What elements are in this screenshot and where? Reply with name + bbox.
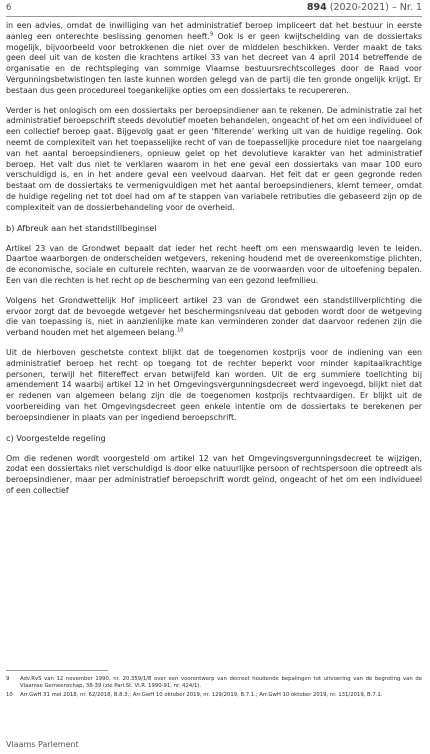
paragraph: Verder is het onlogisch om een dossiertaks per beroepsindiener aan te rekenen. De administratie zal het administratief beroepschrift steeds devolutief moeten behandelen, ongeacht of het om een individueel of een collectief beroep gaat. Bijgevolg gaat er geen ‘filterende’ werking uit van de huidige regeling. Ook neemt de complexiteit van het toepasselijke recht of van de toepasselijke procedure niet toe naargelang van het aantal beroepsindieners, opnieuw gelet op het devolutieve karakter van het administratief beroep. Het valt dus niet te verklaren waarom in het ene geval een dossiertaks van maar 100 euro verschuldigd is, en in het andere geval een veelvoud daarvan. Het feit dat er geen gegronde reden bestaat om de dossiertaks te vermenigvuldigen met het aantal beroepsindieners, klemt temeer, omdat de huidige regeling net tot doel had om af te stappen van variabele retributies die gebaseerd zijn op de complexiteit van de dossierbehandeling voor de overheid. bbox=[6, 105, 422, 212]
footnote bbox=[6, 692, 422, 699]
paragraph bbox=[6, 21, 422, 97]
section-heading: c) Voorgestelde regeling bbox=[6, 432, 106, 443]
paragraph-text: Ook is er geen kwijtschelding van de dossiertaks mogelijk, bijvoorbeeld voor betrokkenen die niet over de middelen beschikken. Verder maakt de taks geen deel uit van de kosten die krachtens artikel 33 van het decreet van 4 april 2014 betreffende de organisatie en de rechtspleging van sommige Vlaamse bestuursrechtscolleges door de Raad voor Vergunningsbetwistingen ten laste kunnen worden gelegd van de partij die ten gronde ongelijk krijgt. Er bestaan dus geen procedureel toegankelijke opties om een dossiertaks te recupereren. bbox=[6, 31, 422, 95]
paragraph-text: in een advies, omdat de inwilliging van het administratief beroep impliceert dat het bestuur in eerste aanleg een onterechte beslissing genomen heeft. bbox=[6, 21, 422, 41]
section-heading: b) Afbreuk aan het standstillbeginsel bbox=[6, 222, 157, 233]
document-session: (2020-2021) bbox=[329, 2, 389, 13]
footnote-number: 10 bbox=[6, 692, 13, 699]
footnote-ref[interactable]: 9 bbox=[209, 31, 214, 38]
paragraph: Artikel 23 van de Grondwet bepaalt dat ieder het recht heeft om een menswaardig leven te leiden. Daartoe waarborgen de onderscheiden wetgevers, rekening houdend met de overeenkomstige plichten, de economische, sociale en culturele rechten, waarvan ze de voorwaarden voor de uitoefening bepalen. Een van die rechten is het recht op de bescherming van een gezond leefmilieu. bbox=[6, 243, 422, 285]
paragraph: Om die redenen wordt voorgesteld om artikel 12 van het Omgevingsvergunningsdecreet te wijzigen, zodat een dossiertaks niet verschuldigd is door elke natuurlijke persoon of rechtspersoon die optreedt als beroepsindiener, maar per administratief beroepschrift wordt geïnd, ongeacht of het om een individueel of een collectief bbox=[6, 453, 422, 495]
paragraph bbox=[6, 296, 422, 339]
footnotes bbox=[6, 676, 422, 702]
document-part: – Nr. 1 bbox=[392, 2, 422, 13]
paragraph: Uit de hierboven geschetste context blijkt dat de toegenomen kostprijs voor de indiening van een administratief beroep het recht op toegang tot de rechter beperkt voor minder kapitaalkrachtige personen, terwijl het filtereffect ervan betwijfeld kan worden. Uit de erg summiere toelichting bij amendement 14 waarbij artikel 12 in het Omgevingsvergunningsdecreet werd ingevoegd, blijkt niet dat er redenen van algemeen belang zijn die de toegenomen kostprijs rechtvaardigen. Er blijkt uit de voorbereiding van het Omgevingsdecreet geen enkele intentie om de dossiertaks te berekenen per beroepsindiener in plaats van per ingediend beroepschrift. bbox=[6, 347, 422, 422]
header-divider bbox=[6, 16, 422, 17]
footnote-text: Adv.RvS van 12 november 1990, nr. 20.359/1/8 over een voorontwerp van decreet houdende bepalingen tot uitvoering van de begroting van de Vlaamse Gemeenschap, 38-39 (zie Parl.St. Vl.R. 1990-91, nr. 424/1). bbox=[20, 676, 422, 690]
footnote-number: 9 bbox=[6, 676, 10, 682]
page-footer: Vlaams Parlement bbox=[6, 740, 79, 749]
document-body bbox=[6, 21, 422, 506]
page-header bbox=[6, 2, 422, 16]
footnote-divider bbox=[6, 670, 108, 671]
footnote bbox=[6, 676, 422, 690]
document-number: 894 bbox=[306, 2, 327, 13]
footnote-ref[interactable]: 10 bbox=[177, 327, 184, 334]
footnote-text: Arr.GwH 31 mei 2018, nr. 62/2018, B.8.3.; Arr.GwH 10 oktober 2019, nr. 129/2019, B.7.1.; Arr.GwH 10 oktober 2019, nr. 131/2019, B.7.1. bbox=[20, 692, 383, 699]
paragraph-text: Volgens het Grondwettelijk Hof impliceert artikel 23 van de Grondwet een standstillverplichting die ervoor zorgt dat de bevoegde wetgever het beschermingsniveau dat geboden wordt door de wetgeving die van toepassing is, niet in aanzienlijke mate kan verminderen zonder dat daarvoor redenen zijn die verband houden met het algemeen belang. bbox=[6, 295, 422, 338]
page-number: 6 bbox=[6, 3, 12, 13]
document-reference bbox=[307, 2, 422, 13]
